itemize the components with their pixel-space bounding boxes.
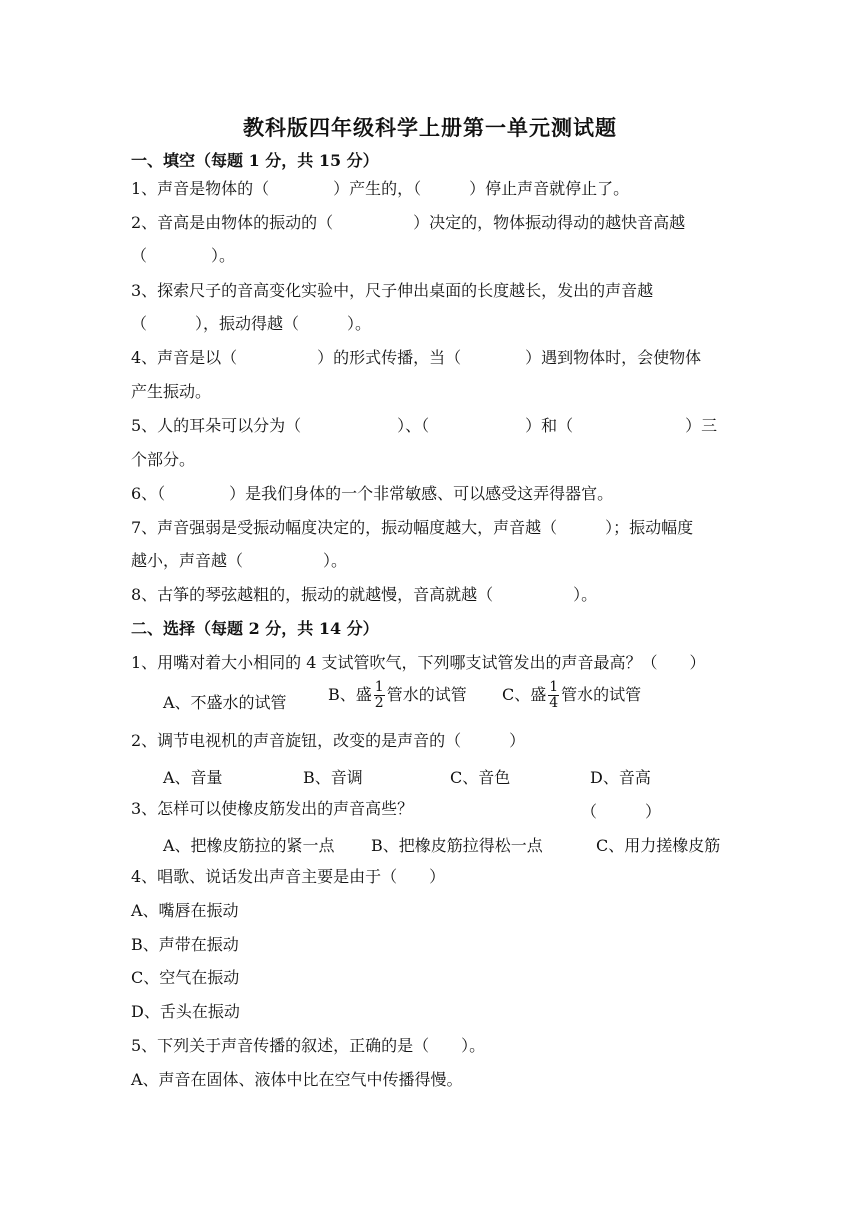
fraction-half <box>374 680 385 711</box>
choice-1-option-b-prefix: B、盛 <box>328 685 372 704</box>
choice-2-option-c: C、音色 <box>450 768 511 787</box>
choice-question-5: 5、下列关于声音传播的叙述，正确的是（ ）。 <box>131 1036 486 1055</box>
choice-3-answer-paren: （ ） <box>581 802 662 821</box>
choice-1-option-b-suffix: 管水的试管 <box>386 685 467 704</box>
fill-question-2-cont: （ ）。 <box>131 246 236 265</box>
fill-question-3: 3、探索尺子的音高变化实验中，尺子伸出桌面的长度越长，发出的声音越 <box>131 281 654 300</box>
choice-1-option-c-suffix: 管水的试管 <box>561 685 642 704</box>
fill-question-5: 5、人的耳朵可以分为（ ）、（ ）和（ ）三 <box>131 416 718 435</box>
choice-4-option-b: B、声带在振动 <box>131 935 239 954</box>
choice-1-option-c <box>502 680 641 711</box>
choice-1-option-c-prefix: C、盛 <box>502 685 547 704</box>
choice-3-option-b: B、把橡皮筋拉得松一点 <box>371 836 543 855</box>
fraction-denominator: 4 <box>549 695 559 711</box>
fill-question-3-cont: （ ），振动得越（ ）。 <box>131 314 372 333</box>
choice-1-option-a: A、不盛水的试管 <box>163 693 287 712</box>
choice-2-option-d: D、音高 <box>590 768 651 787</box>
fill-question-7: 7、声音强弱是受振动幅度决定的，振动幅度越大，声音越（ ）；振动幅度 <box>131 518 694 537</box>
choice-question-1: 1、用嘴对着大小相同的 4 支试管吹气，下列哪支试管发出的声音最高？（ ） <box>131 653 706 672</box>
fraction-numerator: 1 <box>374 679 384 695</box>
fraction-denominator: 2 <box>374 695 384 711</box>
choice-1-option-b <box>328 680 467 711</box>
fill-question-8: 8、古筝的琴弦越粗的，振动的就越慢，音高就越（ ）。 <box>131 585 598 604</box>
fill-question-2: 2、音高是由物体的振动的（ ）决定的，物体振动得动的越快音高越 <box>131 213 686 232</box>
choice-question-2: 2、调节电视机的声音旋钮，改变的是声音的（ ） <box>131 731 526 750</box>
choice-5-option-a: A、声音在固体、液体中比在空气中传播得慢。 <box>131 1070 463 1089</box>
fill-question-4: 4、声音是以（ ）的形式传播，当（ ）遇到物体时，会使物体 <box>131 348 702 367</box>
fill-question-5-cont: 个部分。 <box>131 450 196 469</box>
fill-question-7-cont: 越小，声音越（ ）。 <box>131 551 348 570</box>
choice-question-4: 4、唱歌、说话发出声音主要是由于（ ） <box>131 867 446 886</box>
choice-2-option-a: A、音量 <box>163 768 223 787</box>
choice-question-3: 3、怎样可以使橡皮筋发出的声音高些？ <box>131 799 414 818</box>
page-title: 教科版四年级科学上册第一单元测试题 <box>243 115 617 140</box>
section-heading-fill: 一、填空（每题 1 分，共 15 分） <box>131 151 379 170</box>
choice-4-option-d: D、舌头在振动 <box>131 1002 240 1021</box>
choice-2-option-b: B、音调 <box>303 768 363 787</box>
fraction-quarter <box>548 680 559 711</box>
fill-question-6: 6、（ ）是我们身体的一个非常敏感、可以感受这弄得器官。 <box>131 484 614 503</box>
choice-4-option-c: C、空气在振动 <box>131 968 240 987</box>
choice-3-option-c: C、用力搓橡皮筋 <box>596 836 721 855</box>
section-heading-choice: 二、选择（每题 2 分，共 14 分） <box>131 619 379 638</box>
fill-question-1: 1、声音是物体的（ ）产生的，（ ）停止声音就停止了。 <box>131 179 630 198</box>
choice-3-option-a: A、把橡皮筋拉的紧一点 <box>163 836 335 855</box>
fraction-numerator: 1 <box>549 679 559 695</box>
fill-question-4-cont: 产生振动。 <box>131 382 212 401</box>
choice-4-option-a: A、嘴唇在振动 <box>131 901 239 920</box>
